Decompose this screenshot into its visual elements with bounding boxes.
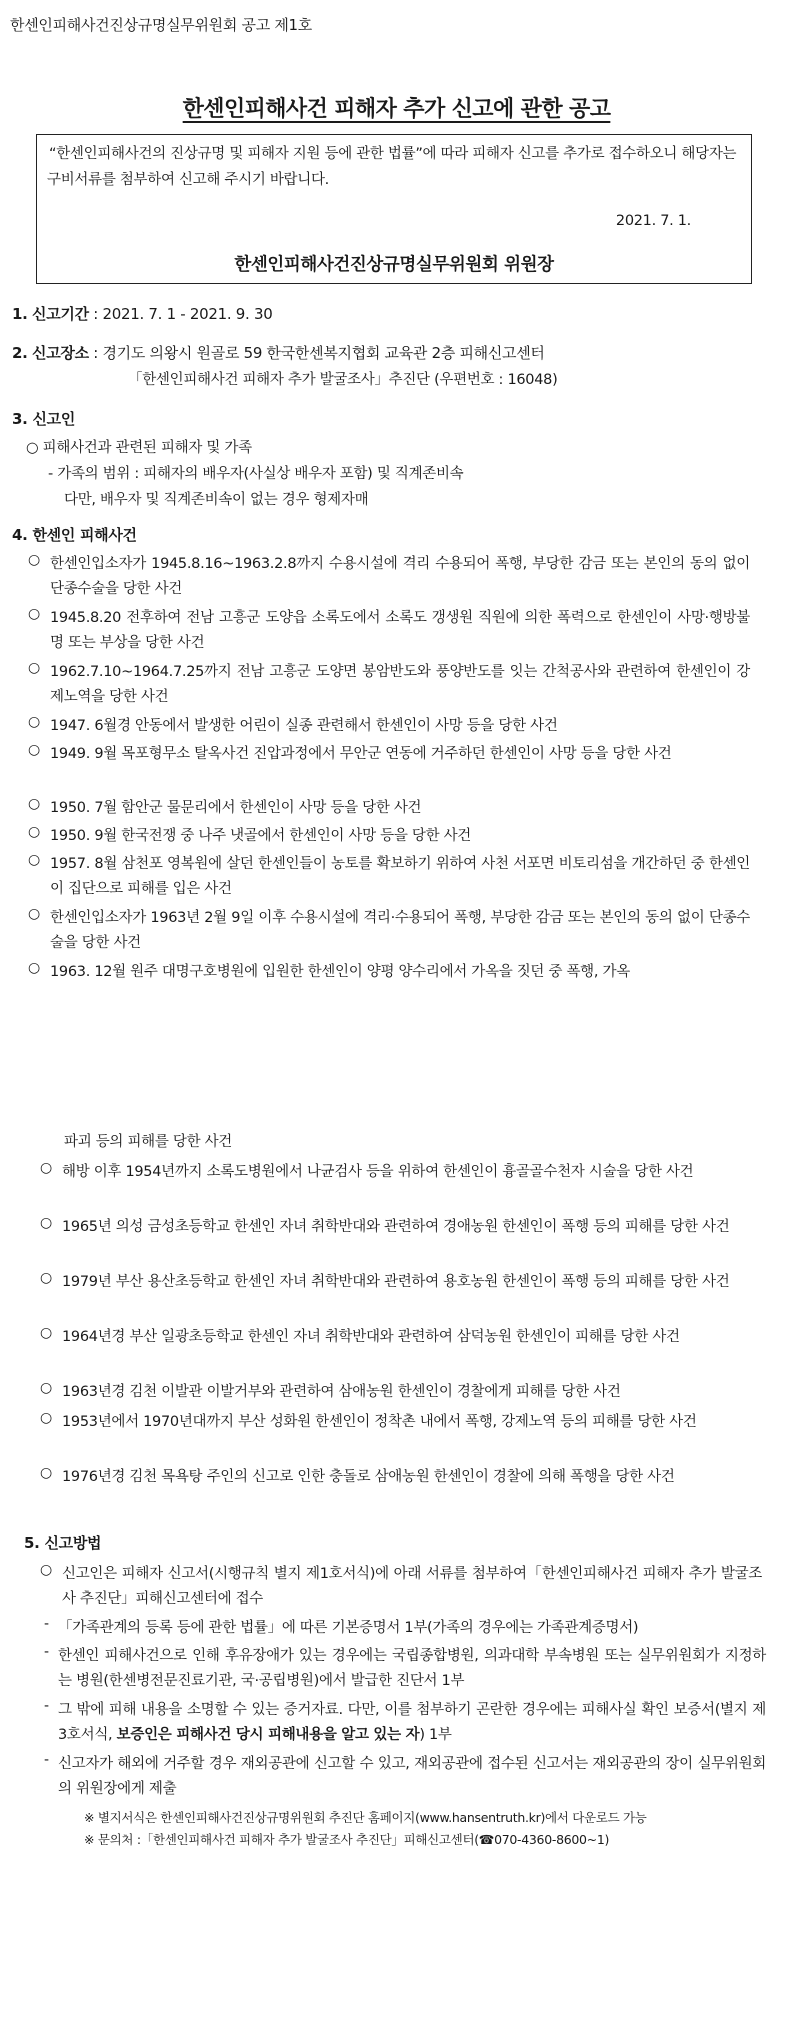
applicant-family-note: 다만, 배우자 및 직계존비속이 없는 경우 형제자매: [64, 492, 369, 508]
bullet-circle-icon: ○: [28, 796, 40, 812]
page-title: [0, 92, 793, 123]
bullet-circle-icon: ○: [40, 1465, 52, 1481]
case-text: 1947. 6월경 안동에서 발생한 어린이 실종 관련해서 한센인이 사망 등을 당한 사건: [50, 718, 558, 734]
bullet-circle-icon: ○: [40, 1215, 52, 1231]
case-text: 1945.8.20 전후하여 전남 고흥군 도양읍 소록도에서 소록도 갱생원 직원에 의한 폭력으로 한센인이 사망·행방불명 또는 부상을 당한 사건: [50, 610, 750, 651]
section-period-value: 2021. 7. 1 - 2021. 9. 30: [102, 305, 273, 323]
dash-marker: -: [44, 1752, 49, 1768]
document-id: 한센인피해사건진상규명실무위원회 공고 제1호: [10, 16, 312, 34]
section-place-label: 신고장소: [32, 344, 89, 362]
bullet-circle-icon: ○: [40, 1380, 52, 1396]
method-doc-3-text: [58, 1698, 766, 1748]
bullet-circle-icon: ○: [28, 714, 40, 730]
case-text: 1957. 8월 삼천포 영복원에 살던 한센인들이 농토를 확보하기 위하여 사천 서포면 비토리섬을 개간하던 중 한센인이 집단으로 피해를 입은 사건: [50, 856, 750, 897]
case-text: 1962.7.10~1964.7.25까지 전남 고흥군 도양면 봉암반도와 풍양반도를 잇는 간척공사와 관련하여 한센인이 강제노역을 당한 사건: [50, 664, 750, 705]
dash-marker: -: [44, 1616, 49, 1632]
section-method-title: 5. 신고방법: [24, 1534, 102, 1552]
section-period-number: 1.: [12, 305, 28, 323]
bullet-circle-icon: ○: [28, 960, 40, 976]
form-download-note: ※ 별지서식은 한센인피해사건진상규명위원회 추진단 홈페이지(www.hansentruth.kr)에서 다운로드 가능: [84, 1810, 647, 1825]
case-text: 1950. 9월 한국전쟁 중 나주 냇골에서 한센인이 사망 등을 당한 사건: [50, 828, 471, 844]
case-text: 1963년경 김천 이발관 이발거부와 관련하여 삼애농원 한센인이 경찰에게 피해를 당한 사건: [62, 1384, 621, 1400]
case-text: 한센인입소자가 1945.8.16~1963.2.8까지 수용시설에 격리 수용되어 폭행, 부당한 감금 또는 본인의 동의 없이 단종수술을 당한 사건: [50, 556, 750, 597]
case-text: 1949. 9월 목포형무소 탈옥사건 진압과정에서 무안군 연동에 거주하던 한센인이 사망 등을 당한 사건: [50, 746, 672, 762]
case-text: 1953년에서 1970년대까지 부산 성화원 한센인이 정착촌 내에서 폭행, 강제노역 등의 피해를 당한 사건: [62, 1414, 697, 1430]
method-main-text: 신고인은 피해자 신고서(시행규칙 별지 제1호서식)에 아래 서류를 첨부하여「한센인피해사건 피해자 추가 발굴조사 추진단」피해신고센터에 접수: [62, 1566, 762, 1607]
method-doc-2-text: 한센인 피해사건으로 인해 후유장애가 있는 경우에는 국립종합병원, 의과대학 부속병원 또는 실무위원회가 지정하는 병원(한센병전문진료기관, 국·공립병원)에서 발급한 진단서 1부: [58, 1648, 766, 1689]
method-doc-1-text: 「가족관계의 등록 등에 관한 법률」에 따른 기본증명서 1부(가족의 경우에는 가족관계증명서): [58, 1620, 639, 1636]
notice-body: “한센인피해사건의 진상규명 및 피해자 지원 등에 관한 법률”에 따라 피해자 신고를 추가로 접수하오니 해당자는 구비서류를 첨부하여 신고해 주시기 바랍니다.: [47, 146, 737, 188]
dash-marker: -: [44, 1644, 49, 1660]
method-doc-3-part2: ) 1부: [419, 1727, 452, 1743]
section-period-separator: :: [88, 305, 103, 323]
bullet-circle-icon: ○: [28, 824, 40, 840]
method-doc-3-part1: 그 밖에 피해 내용을 소명할 수 있는 증거자료. 다만, 이를 첨부하기 곤란한 경우에는 피해사실 확인 보증서(별지 제3호서식,: [58, 1702, 766, 1743]
applicant-family-range: - 가족의 범위 : 피해자의 배우자(사실상 배우자 포함) 및 직계존비속: [48, 466, 464, 482]
case-text: 1965년 의성 금성초등학교 한센인 자녀 취학반대와 관련하여 경애농원 한센인이 폭행 등의 피해를 당한 사건: [62, 1219, 730, 1235]
case-text: 한센인입소자가 1963년 2월 9일 이후 수용시설에 격리·수용되어 폭행, 부당한 감금 또는 본인의 동의 없이 단종수술을 당한 사건: [50, 910, 750, 951]
applicant-item: [26, 436, 252, 457]
notice-box: [36, 134, 752, 284]
case-text: 1964년경 부산 일광초등학교 한센인 자녀 취학반대와 관련하여 삼덕농원 한센인이 피해를 당한 사건: [62, 1329, 680, 1345]
section-place-separator: :: [88, 344, 103, 362]
section-period: [12, 303, 272, 324]
notice-date: 2021. 7. 1.: [615, 213, 691, 229]
method-doc-3-guarantor: 보증인은 피해사건 당시 피해내용을 알고 있는 자: [116, 1727, 420, 1743]
section-cases-heading: [12, 524, 137, 545]
applicant-item-text: 피해사건과 관련된 피해자 및 가족: [42, 440, 252, 456]
notice-signature: 한센인피해사건진상규명실무위원회 위원장: [234, 255, 554, 275]
bullet-circle-icon: ○: [28, 552, 40, 568]
case-text: 1976년경 김천 목욕탕 주인의 신고로 인한 충돌로 삼애농원 한센인이 경찰에 의해 폭행을 당한 사건: [62, 1469, 675, 1485]
case-text: 1963. 12월 원주 대명구호병원에 입원한 한센인이 양평 양수리에서 가옥을 짓던 중 폭행, 가옥: [50, 964, 630, 980]
section-cases-title: 4. 한센인 피해사건: [12, 526, 137, 544]
case-text: 1950. 7월 함안군 물문리에서 한센인이 사망 등을 당한 사건: [50, 800, 422, 816]
bullet-circle-icon: ○: [28, 906, 40, 922]
bullet-circle-icon: ○: [28, 852, 40, 868]
section-place: [12, 342, 545, 363]
title-text: 한센인피해사건 피해자 추가 신고에 관한 공고: [182, 97, 611, 122]
section-place-line2: 「한센인피해사건 피해자 추가 발굴조사」추진단 (우편번호 : 16048): [128, 372, 558, 388]
bullet-circle-icon: ○: [28, 660, 40, 676]
method-doc-4-text: 신고자가 해외에 거주할 경우 재외공관에 신고할 수 있고, 재외공관에 접수된 신고서는 재외공관의 장이 실무위원회의 위원장에게 제출: [58, 1756, 766, 1797]
bullet-circle-icon: ○: [40, 1325, 52, 1341]
dash-marker: -: [44, 1698, 49, 1714]
bullet-circle-icon: ○: [28, 742, 40, 758]
case-text: 해방 이후 1954년까지 소록도병원에서 나균검사 등을 위하여 한센인이 흉골골수천자 시술을 당한 사건: [62, 1164, 694, 1180]
case-text: 1979년 부산 용산초등학교 한센인 자녀 취학반대와 관련하여 용호농원 한센인이 폭행 등의 피해를 당한 사건: [62, 1274, 730, 1290]
bullet-circle-icon: ○: [40, 1410, 52, 1426]
section-applicant-title: 3. 신고인: [12, 410, 76, 428]
section-place-number: 2.: [12, 344, 28, 362]
case-item-10-continuation: 파괴 등의 피해를 당한 사건: [64, 1134, 233, 1150]
bullet-circle-icon: ○: [40, 1270, 52, 1286]
section-place-line1: 경기도 의왕시 원골로 59 한국한센복지협회 교육관 2층 피해신고센터: [102, 344, 545, 362]
section-applicant-heading: [12, 408, 75, 429]
bullet-circle-icon: ○: [40, 1160, 52, 1176]
section-method-heading: [24, 1532, 101, 1553]
bullet-circle-icon: ○: [40, 1562, 52, 1578]
contact-note: ※ 문의처 :「한센인피해사건 피해자 추가 발굴조사 추진단」피해신고센터(☎070-4360-8600~1): [84, 1832, 610, 1847]
bullet-circle-icon: ○: [28, 606, 40, 622]
section-period-label: 신고기간: [32, 305, 89, 323]
bullet-circle-icon: ○: [26, 440, 43, 456]
